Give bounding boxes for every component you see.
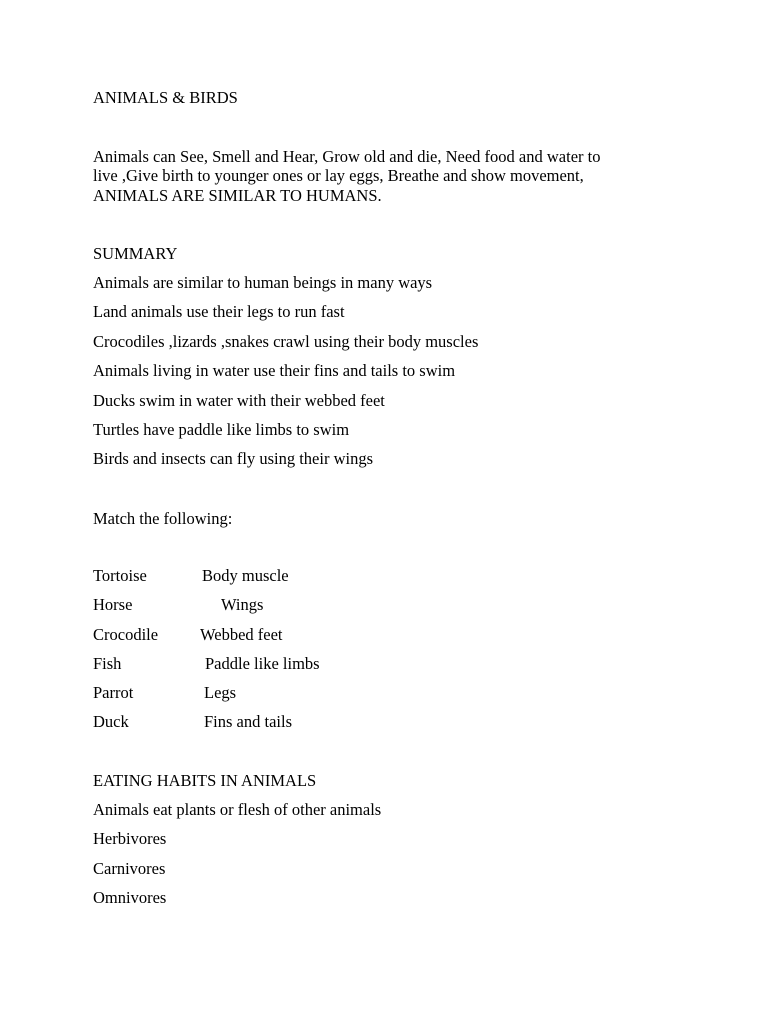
match-left: Duck	[93, 712, 129, 731]
match-left: Crocodile	[93, 625, 159, 644]
eating-heading: EATING HABITS IN ANIMALS	[93, 771, 317, 790]
summary-item: Animals living in water use their fins and tails to swim	[93, 361, 456, 380]
match-right: Body muscle	[202, 566, 289, 585]
document-title: ANIMALS & BIRDS	[93, 88, 238, 107]
summary-item: Crocodiles ,lizards ,snakes crawl using their body muscles	[93, 332, 479, 351]
summary-item: Land animals use their legs to run fast	[93, 302, 345, 321]
match-right: Fins and tails	[204, 712, 293, 731]
intro-line-1: Animals can See, Smell and Hear, Grow old and die, Need food and water to	[93, 147, 601, 166]
eating-item: Carnivores	[93, 859, 166, 878]
match-row	[93, 683, 493, 703]
match-row	[93, 566, 493, 586]
intro-line-2: live ,Give birth to younger ones or lay eggs, Breathe and show movement,	[93, 166, 584, 185]
match-left: Horse	[93, 595, 133, 614]
summary-item: Birds and insects can fly using their wings	[93, 449, 374, 468]
intro-line-3: ANIMALS ARE SIMILAR TO HUMANS.	[93, 186, 382, 205]
match-right: Paddle like limbs	[205, 654, 320, 673]
match-heading: Match the following:	[93, 509, 233, 528]
eating-item: Herbivores	[93, 829, 167, 848]
summary-item: Animals are similar to human beings in many ways	[93, 273, 433, 292]
match-row	[93, 595, 493, 615]
match-left: Parrot	[93, 683, 134, 702]
match-right: Webbed feet	[200, 625, 283, 644]
match-row	[93, 654, 493, 674]
match-left: Tortoise	[93, 566, 147, 585]
eating-item: Animals eat plants or flesh of other animals	[93, 800, 382, 819]
match-right: Legs	[204, 683, 237, 702]
summary-item: Turtles have paddle like limbs to swim	[93, 420, 350, 439]
summary-item: Ducks swim in water with their webbed feet	[93, 391, 385, 410]
summary-heading: SUMMARY	[93, 244, 178, 263]
match-row	[93, 625, 493, 645]
match-right: Wings	[221, 595, 264, 614]
eating-item: Omnivores	[93, 888, 167, 907]
match-left: Fish	[93, 654, 122, 673]
match-row	[93, 712, 493, 732]
